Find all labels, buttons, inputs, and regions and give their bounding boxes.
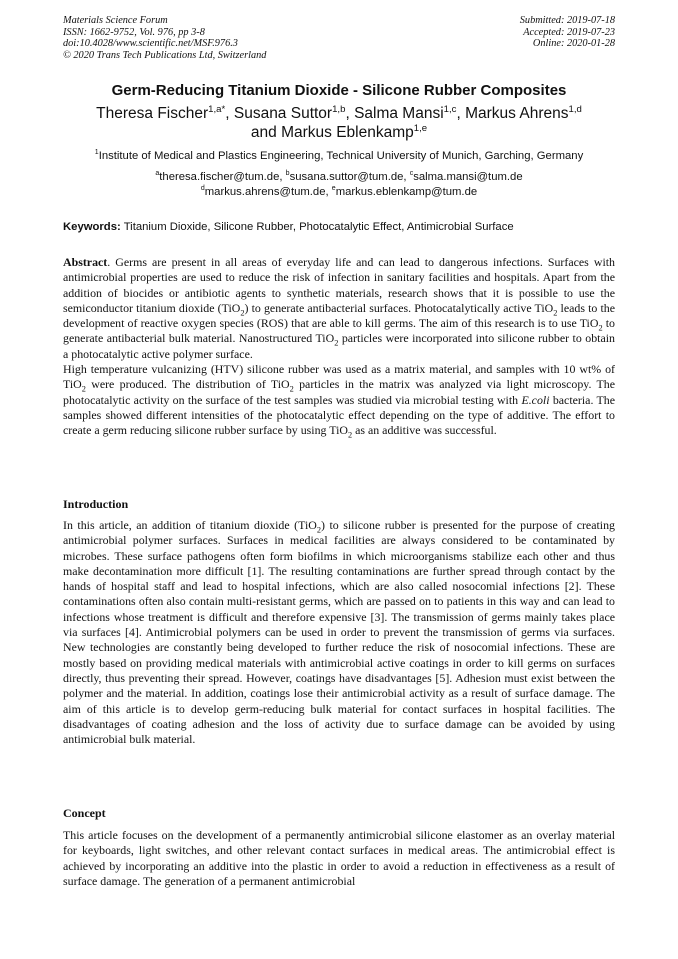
keywords-text: Titanium Dioxide, Silicone Rubber, Photocatalytic Effect, Antimicrobial Surface xyxy=(123,221,514,233)
abstract-paragraph: Abstract. Germs are present in all areas of everyday life and can lead to dangerous infections. Surfaces with antimicrobial properties are used to reduce the risk of infection in sanitary facilities and hospitals. Apart from the addition of biocides or antibiotic agents to synthetic materials, research shows that it is possible to use the semiconductor titanium dioxide (TiO$_2$) to generate antibacterial surfaces. Photocatalytically active TiO$_2$ leads to the development of reactive oxygen species (ROS) that are able to kill germs. The aim of this research is to use TiO$_2$ to generate antibacterial bulk material. Nanostructured TiO$_2$ particles were incorporated into silicone rubber to obtain a photocatalytic active polymer surface. xyxy=(63,255,615,361)
abstract-section xyxy=(63,255,615,439)
email-link[interactable]: theresa.fischer@tum.de xyxy=(159,171,280,183)
author-line-1: Theresa Fischer$^{1,a*}$, Susana Suttor$^{1,b}$, Salma Mansi$^{1,c}$, Markus Ahrens$^{1,d}$ xyxy=(96,103,582,122)
copyright: © 2020 Trans Tech Publications Ltd, Switzerland xyxy=(63,49,267,61)
concept-section xyxy=(63,828,615,889)
concept-paragraph: This article focuses on the development of a permanently antimicrobial silicone elastomer as an overlay material for keyboards, light switches, and other relevant contact surfaces in medical areas. The antimicrobial effect is achieved by incorporating an additive into the plastic in order to avoid a reduction in effectiveness as a result of surface damage. The generation of a permanent antimicrobial xyxy=(63,828,615,888)
keywords xyxy=(63,221,623,233)
doi: doi:10.4028/www.scientific.net/MSF.976.3 xyxy=(63,38,238,49)
abstract-paragraph: High temperature vulcanizing (HTV) silicone rubber was used as a matrix material, and samples with 10 wt% of TiO$_2$ were produced. The distribution of TiO$_2$ particles in the matrix was analyzed via light microscopy. The photocatalytic activity on the surface of the test samples was studied via microbial testing with E.coli bacteria. The samples showed different intensities of the photocatalytic effect depending on the type of additive. The effort to create a germ reducing silicone rubber surface by using TiO$_2$ as an additive was successful. xyxy=(63,362,616,440)
email-link[interactable]: salma.mansi@tum.de xyxy=(413,171,523,183)
email-list: $^a$theresa.fischer@tum.de, $^b$susana.suttor@tum.de, $^c$salma.mansi@tum.de $^d$markus.ahrens@tum.de, $^e$markus.eblenkamp@tum.de xyxy=(155,170,523,198)
author-name: Markus Ahrens xyxy=(465,105,569,122)
author-affil: 1,a* xyxy=(208,103,226,115)
affiliation-marker: 1 xyxy=(94,149,99,157)
author-affil: 1,b xyxy=(332,103,346,115)
species-name: E.coli xyxy=(521,392,550,407)
author-name: Theresa Fischer xyxy=(96,105,209,122)
journal-name: Materials Science Forum xyxy=(63,15,168,26)
author-affil: 1,c xyxy=(443,103,457,115)
email-link[interactable]: susana.suttor@tum.de xyxy=(289,171,404,183)
abstract-label: Abstract xyxy=(63,255,108,269)
author-name: Susana Suttor xyxy=(233,105,333,122)
author-name: Salma Mansi xyxy=(354,105,444,122)
keywords-label: Keywords: xyxy=(63,221,121,233)
submitted-date: Submitted: 2019-07-18 xyxy=(519,15,615,26)
running-header-left xyxy=(63,15,266,61)
accepted-date: Accepted: 2019-07-23 xyxy=(523,26,615,38)
author-affil: 1,d xyxy=(568,103,582,115)
introduction-paragraph: In this article, an addition of titanium dioxide (TiO$_2$) to silicone rubber is presented for the purpose of creating antimicrobial polymer surfaces. Surfaces in medical facilities are always considered to be contaminated by microbes. These surface pathogens often form biofilms in which microorganisms stabilize each other and thus make decontamination more difficult [1]. The resulting contaminations are further spread through contact by the hands of hospital staff and lead to hospital infections, which are also called nosocomial infections [2]. These contaminations often also contain multi-resistant germs, which are passed on to patients in this way and can lead to infections whose treatment is difficult and therefore expensive [3]. The transmission of germs mainly takes place via surfaces [4]. Antimicrobial polymers can be used in order to prevent the transmission of germs via surfaces. New technologies are constantly being developed to further reduce the risk of nosocomial infections. These are mostly based on providing medical materials with antimicrobial active coatings in order to kill germs on surfaces directly, thus preventing their spread. However, coatings have disadvantages [5]. Adhesion must exist between the polymer and the material. In addition, coatings lose their antimicrobial activity as a result of surface damage. The aim of this article is to develop germ-reducing bulk material for contact surfaces in hospital facilities. The disadvantages of coating adhesion and the loss of activity due to surface damage can be avoided by using antimicrobial bulk material. xyxy=(63,518,615,747)
author-list xyxy=(60,104,618,142)
affiliation-text: Institute of Medical and Plastics Engineering, Technical University of Munich, Garching, Germany xyxy=(98,150,584,162)
issn: ISSN: 1662-9752, Vol. 976, pp 3-8 xyxy=(63,26,205,38)
email-link[interactable]: markus.ahrens@tum.de xyxy=(204,186,326,198)
author-name: and Markus Eblenkamp xyxy=(250,124,414,141)
section-heading-concept: Concept xyxy=(63,806,106,820)
introduction-section xyxy=(63,518,615,747)
online-date: Online: 2020-01-28 xyxy=(532,38,615,49)
author-affil: 1,e xyxy=(413,122,428,134)
author-line-2 xyxy=(60,123,618,142)
affiliation xyxy=(0,150,678,162)
email-link[interactable]: markus.eblenkamp@tum.de xyxy=(335,186,478,198)
running-header-right xyxy=(520,15,615,50)
paper-title: Germ-Reducing Titanium Dioxide - Silicone Rubber Composites xyxy=(111,82,567,99)
section-heading-introduction: Introduction xyxy=(63,497,129,511)
